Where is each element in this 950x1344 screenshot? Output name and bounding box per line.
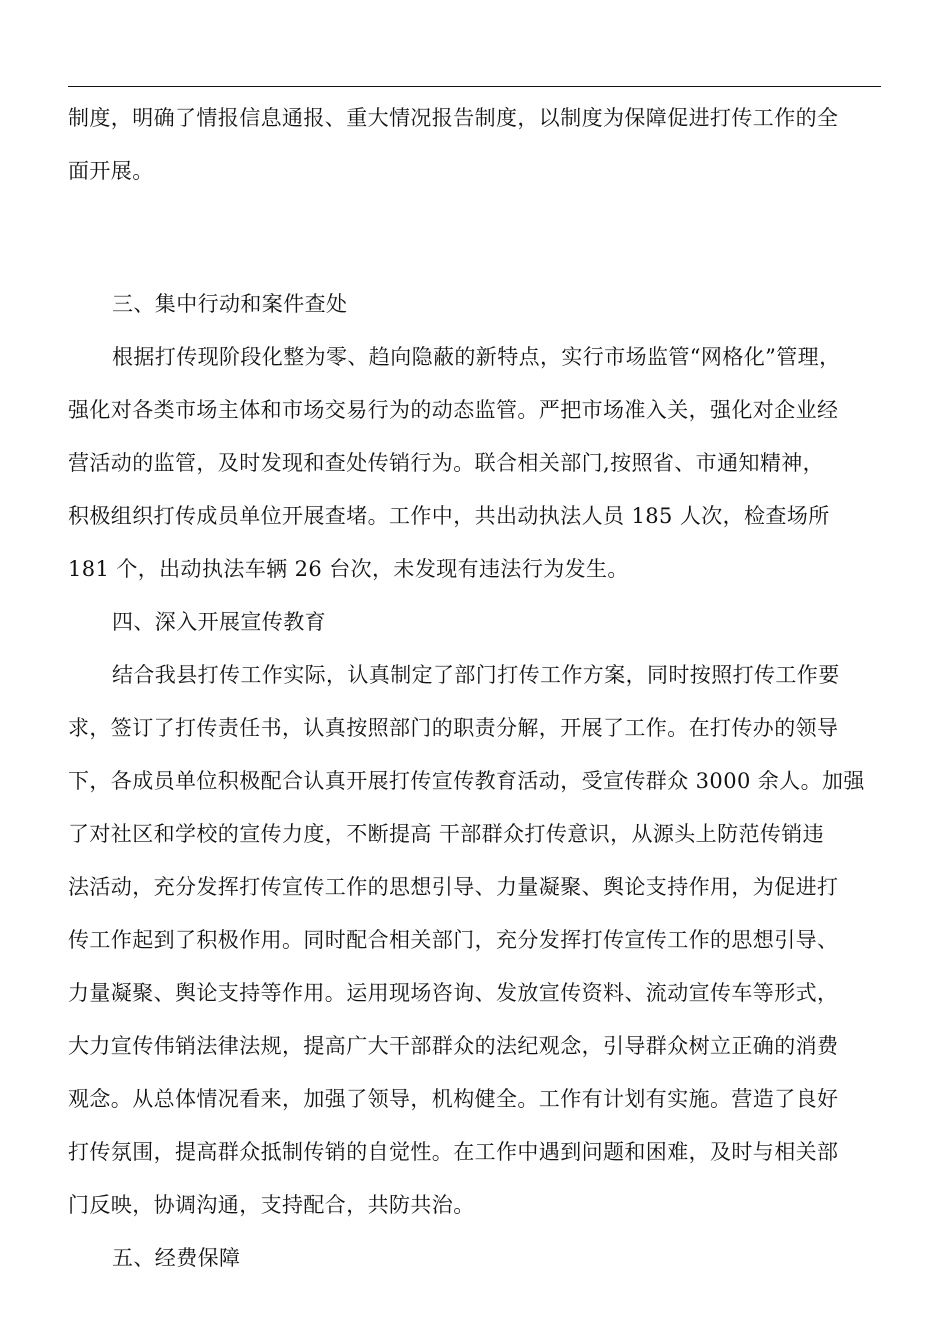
text-line: 营活动的监管，及时发现和查处传销行为。联合相关部门,按照省、市通知精神， [68,451,825,475]
text-line: 下，各成员单位积极配合认真开展打传宣传教育活动，受宣传群众 3000 余人。加强 [68,769,865,793]
text-line: 了对社区和学校的宣传力度，不断提高 干部群众打传意识，从源头上防范传销违 [68,822,825,846]
paragraph-section-4 [68,649,884,1232]
text-line: 力量凝聚、舆论支持等作用。运用现场咨询、发放宣传资料、流动宣传车等形式， [68,981,839,1005]
section-heading-text: 四、深入开展宣传教育 [112,610,326,634]
text-line: 法活动，充分发挥打传宣传工作的思想引导、力量凝聚、舆论支持作用，为促进打 [68,875,839,899]
text-line: 大力宣传伟销法律法规，提高广大干部群众的法纪观念，引导群众树立正确的消费 [68,1034,839,1058]
text-line: 面开展。 [68,159,154,183]
paragraph-continuation [68,92,884,198]
document-body [68,92,884,1285]
paragraph-gap [68,198,884,278]
section-heading-4 [68,596,884,649]
text-line: 打传氛围，提高群众抵制传销的自觉性。在工作中遇到问题和困难，及时与相关部 [68,1140,839,1164]
paragraph-section-3 [68,331,884,596]
text-line: 根据打传现阶段化整为零、趋向隐蔽的新特点，实行市场监管“网格化”管理， [112,345,841,369]
text-line: 观念。从总体情况看来，加强了领导，机构健全。工作有计划有实施。营造了良好 [68,1087,839,1111]
section-heading-text: 五、经费保障 [112,1246,241,1270]
text-line: 传工作起到了积极作用。同时配合相关部门，充分发挥打传宣传工作的思想引导、 [68,928,839,952]
text-line: 积极组织打传成员单位开展查堵。工作中，共出动执法人员 185 人次，检查场所 [68,504,830,528]
section-heading-5 [68,1232,884,1285]
section-heading-3 [68,278,884,331]
header-rule [68,86,881,87]
text-line: 强化对各类市场主体和市场交易行为的动态监管。严把市场准入关，强化对企业经 [68,398,839,422]
text-line: 制度，明确了情报信息通报、重大情况报告制度，以制度为保障促进打传工作的全 [68,106,839,130]
text-line: 门反映，协调沟通，支持配合，共防共治。 [68,1193,475,1217]
text-line: 求，签订了打传责任书，认真按照部门的职责分解，开展了工作。在打传办的领导 [68,716,839,740]
section-heading-text: 三、集中行动和案件查处 [112,292,348,316]
text-line: 181 个，出动执法车辆 26 台次，未发现有违法行为发生。 [68,557,629,581]
text-line: 结合我县打传工作实际，认真制定了部门打传工作方案，同时按照打传工作要 [112,663,840,687]
